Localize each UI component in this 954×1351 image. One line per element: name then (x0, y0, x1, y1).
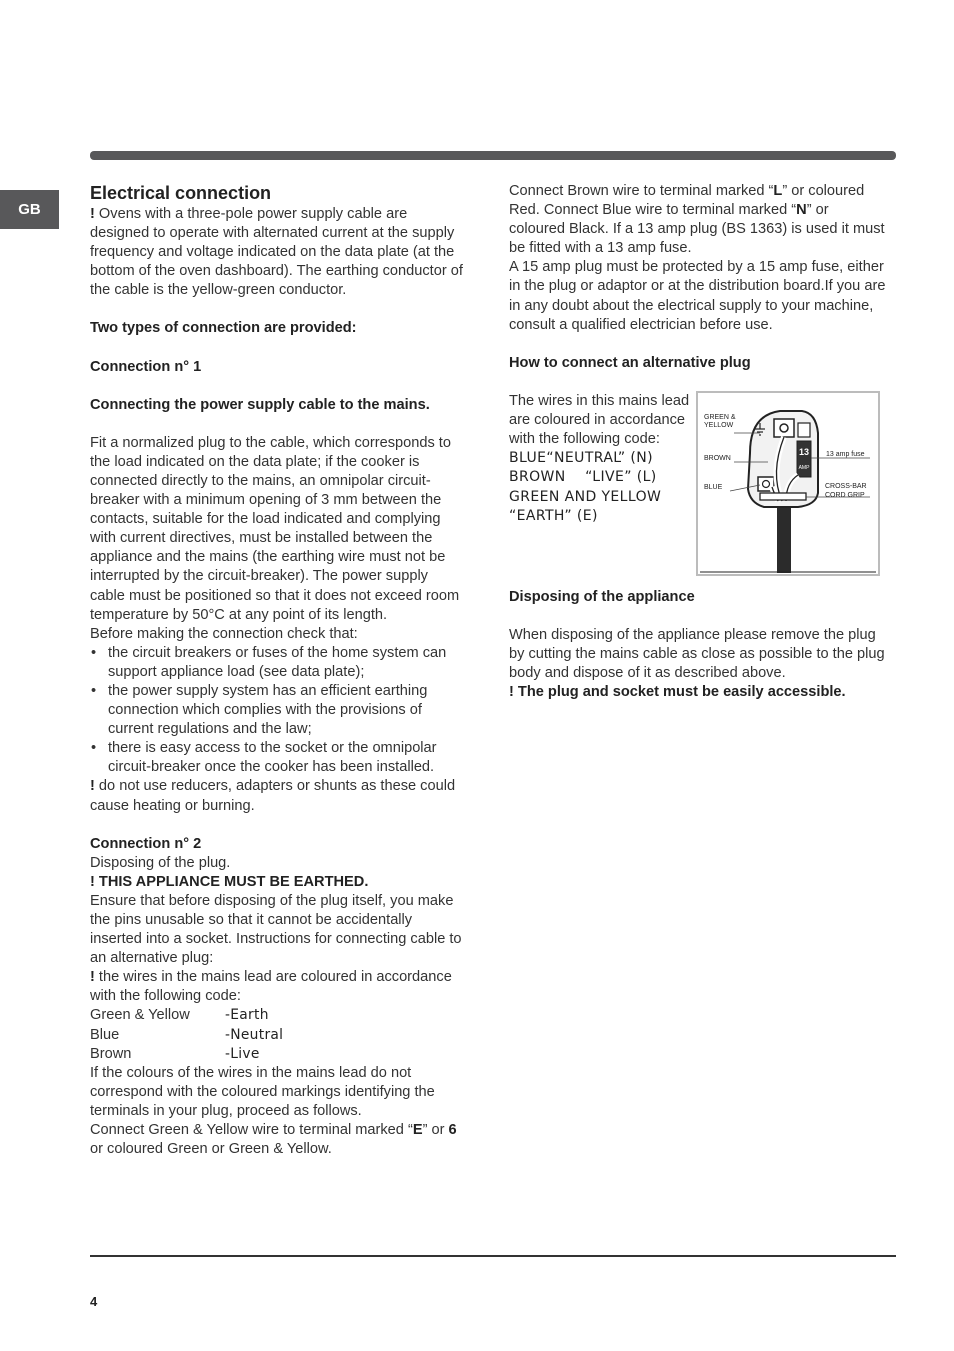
label-cordgrip: CORD GRIP (825, 491, 865, 499)
connection-1-body: Fit a normalized plug to the cable, which corresponds to the load indicated on the data plate; if the cooker is connected directly to the mains, an omnipolar circuit-breaker with a minimum opening of 3 mm between the contacts, suitable for the load indicated and complying with current directives, must be installed between the appliance and the mains (the earthing wire must not be interrupted by the circuit-breaker). The power supply cable must be positioned so that it does not exceed room temperature by 50°C at any point of its length. (90, 434, 460, 623)
label-blue: BLUE (704, 483, 723, 491)
wire-function: -Live (225, 1045, 260, 1062)
left-column (90, 182, 466, 1159)
warning-mark: ! (90, 778, 95, 795)
label-green-yellow: GREEN & (704, 413, 736, 421)
fuse-unit-label: AMP (798, 464, 810, 471)
wire-color-label: Blue (90, 1026, 120, 1043)
check-list-item: • there is easy access to the socket or the omnipolar circuit-breaker once the cooker has been installed. (90, 739, 466, 777)
alternative-plug-text: The wires in this mains lead are coloured in accordance with the following code: (509, 392, 690, 448)
section-title: Electrical connection (90, 183, 272, 203)
before-connection-text: Before making the connection check that: (90, 625, 358, 642)
code-line: BLUE“NEUTRAL” (N) (509, 450, 653, 467)
live-terminal (798, 423, 810, 437)
wires-code-intro: ! the wires in the mains lead are coloured in accordance with the following code: (90, 969, 452, 1005)
code-line: GREEN AND YELLOW (509, 488, 662, 505)
connection-2-title: Connection n° 2 (90, 835, 202, 852)
check-list-item: • the circuit breakers or fuses of the home system can support appliance load (see data plate); (90, 644, 466, 682)
wire-function: -Earth (225, 1007, 269, 1024)
connection-2-subtitle: Disposing of the plug. (90, 854, 231, 871)
check-list-item: • the power supply system has an efficient earthing connection which complies with the provisions of current regulations and the law; (90, 682, 466, 739)
brown-blue-wire-text: Connect Brown wire to terminal marked “L” or coloured Red. Connect Blue wire to terminal marked “N” or coloured Black. If a 13 amp plug (BS 1363) is used it must be fitted with a 13 amp fuse. (509, 183, 885, 257)
amp-15-text: A 15 amp plug must be protected by a 15 amp fuse, either in the plug or adaptor or at the distribution board.If you are in any doubt about the electrical supply to your machine, consult a qualified electrician before use. (509, 259, 886, 333)
warning-mark: ! (90, 969, 95, 986)
wire-color-label: Green & Yellow (90, 1007, 190, 1024)
alternative-plug-title: How to connect an alternative plug (509, 354, 751, 371)
must-be-earthed-warning: ! THIS APPLIANCE MUST BE EARTHED. (90, 873, 369, 890)
connection-1-subtitle: Connecting the power supply cable to the mains. (90, 396, 430, 413)
cord-grip-bar (760, 493, 806, 500)
earth-terminal (774, 419, 794, 437)
wire-code-table (90, 1006, 466, 1063)
check-list (90, 644, 466, 778)
connection-2-body: Ensure that before disposing of the plug itself, you make the pins unusable so that it cannot be accidentally inserted into a socket. Instructions for connecting cable to an alternative plug: (90, 892, 462, 967)
two-types-heading: Two types of connection are provided: (90, 320, 357, 337)
accessible-warning: ! The plug and socket must be easily accessible. (509, 684, 846, 701)
connect-green-yellow-text: Connect Green & Yellow wire to terminal marked “E” or 6 or coloured Green or Green & Yellow. (90, 1122, 457, 1158)
connection-1-title: Connection n° 1 (90, 358, 202, 375)
label-fuse: 13 amp fuse (826, 450, 865, 458)
code-line: BROWN “LIVE” (L) (509, 469, 657, 486)
top-divider-bar (90, 151, 896, 160)
alternative-code-list (509, 449, 691, 526)
code-line: “EARTH” (E) (509, 508, 598, 525)
disposing-title: Disposing of the appliance (509, 588, 695, 605)
label-brown: BROWN (704, 454, 731, 462)
wire-function: -Neutral (225, 1026, 284, 1043)
adapter-warning: ! do not use reducers, adapters or shunts as these could cause heating or burning. (90, 778, 456, 814)
warning-mark: ! (90, 206, 95, 222)
wire-color-label: Brown (90, 1045, 132, 1062)
alternative-plug-block (509, 392, 887, 588)
disposing-body: When disposing of the appliance please remove the plug by cutting the mains cable as close as possible to the plug body and dispose of it as described above. (509, 626, 885, 682)
fuse-number-label: 13 (798, 446, 810, 457)
page-number: 4 (90, 1294, 98, 1309)
mains-cable (777, 501, 791, 573)
label-yellow: YELLOW (704, 421, 734, 429)
right-column (509, 182, 887, 702)
label-crossbar: CROSS-BAR (825, 482, 867, 490)
colour-mismatch-text: If the colours of the wires in the mains lead do not correspond with the coloured markings identifying the terminals in your plug, proceed as follows. (90, 1064, 435, 1119)
plug-wiring-diagram (696, 391, 880, 576)
intro-paragraph: ! Ovens with a three-pole power supply cable are designed to operate with alternated current at the supply frequency and voltage indicated on the data plate (at the bottom of the oven dashboard). The earthing conductor of the cable is the yellow-green conductor. (90, 206, 463, 299)
language-tab: GB (0, 190, 59, 229)
bottom-divider-line (90, 1255, 896, 1257)
plug-diagram-svg (698, 393, 878, 574)
